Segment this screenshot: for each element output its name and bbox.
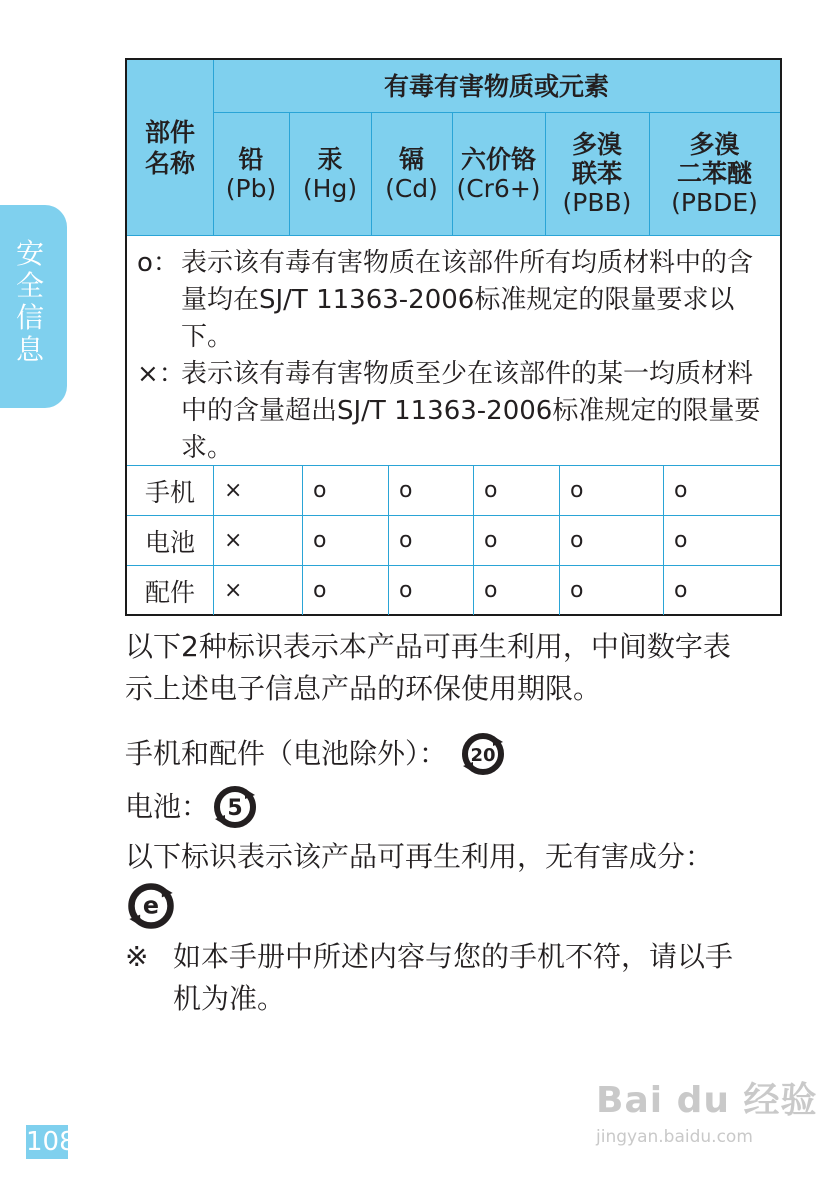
recycle-20-icon — [459, 730, 507, 778]
note-text: 表示该有毒有害物质在该部件所有均质材料中的含量均在SJ/T 11363-2006标准规定的限量要求以下。 — [181, 248, 754, 352]
section-side-tab-label: 安 全 信 息 — [15, 237, 44, 366]
table-cell: o — [313, 478, 327, 503]
e-recycle-letter: e — [142, 891, 160, 920]
table-cell: o — [313, 528, 327, 553]
table-cell: o — [484, 528, 498, 553]
table-cell: × — [224, 478, 243, 503]
column-header-pbb: 多溴 联苯 (PBB) — [562, 130, 632, 217]
body-divider — [302, 465, 303, 615]
page-number: 108 — [26, 1127, 76, 1157]
e-recycle-icon — [125, 880, 177, 932]
body-divider — [473, 465, 474, 615]
note-compliant — [137, 245, 777, 356]
row-label-phone: 手机 — [144, 477, 195, 507]
disclaimer: ※ 如本手册中所述内容与您的手机不符，请以手 机为准。 — [125, 936, 785, 1020]
note-exceeds — [137, 356, 777, 467]
table-cell: o — [570, 478, 584, 503]
body-divider — [663, 465, 664, 615]
header-bottom-line — [127, 235, 780, 236]
table-cell: × — [224, 578, 243, 603]
recycle-5-icon — [211, 783, 259, 831]
note-mark: ×： — [137, 359, 185, 389]
table-cell: o — [674, 528, 688, 553]
note-mark: o： — [137, 248, 179, 278]
table-cell: o — [484, 478, 498, 503]
body-divider — [388, 465, 389, 615]
table-cell: o — [399, 478, 413, 503]
table-cell: o — [313, 578, 327, 603]
column-header-hg: 汞 (Hg) — [302, 144, 358, 203]
table-cell: o — [399, 528, 413, 553]
row-label-battery: 电池 — [144, 527, 195, 557]
table-cell: o — [484, 578, 498, 603]
body-divider — [213, 465, 214, 615]
note-text: 表示该有毒有害物质至少在该部件的某一均质材料中的含量超出SJ/T 11363-2006标准规定的限量要求。 — [181, 359, 761, 463]
battery-epup-line: 电池： 5 — [125, 783, 259, 831]
hazardous-substance-table — [125, 58, 782, 616]
column-header-cd: 镉 (Cd) — [385, 144, 438, 203]
table-notes — [137, 245, 777, 467]
no-hazard-text: 以下标识表示该产品可再生利用，无有害成分： — [125, 840, 714, 873]
part-name-header: 部件 名称 — [144, 117, 195, 178]
table-cell: o — [674, 478, 688, 503]
table-cell: o — [399, 578, 413, 603]
body-divider — [559, 465, 560, 615]
table-cell: o — [570, 578, 584, 603]
phone-epup-line: 手机和配件（电池除外）： 20 — [125, 730, 507, 778]
substance-header: 有毒有害物质或元素 — [383, 71, 609, 101]
recycle-20-number: 20 — [470, 745, 496, 766]
column-header-pbde: 多溴 二苯醚 (PBDE) — [671, 130, 758, 217]
baidu-watermark: Bai du 经验 jingyan.baidu.com — [596, 1080, 818, 1147]
recycle-5-number: 5 — [227, 796, 243, 821]
reference-mark: ※ — [125, 940, 149, 973]
column-header-cr6: 六价铬 (Cr6+) — [456, 144, 541, 203]
recycle-intro: 以下2种标识表示本产品可再生利用，中间数字表 示上述电子信息产品的环保使用期限。 — [125, 630, 731, 705]
table-cell: o — [570, 528, 584, 553]
table-cell: × — [224, 528, 243, 553]
row-label-accessories: 配件 — [144, 577, 195, 607]
e-recycle-line — [125, 880, 177, 932]
column-header-pb: 铅 (Pb) — [225, 144, 277, 203]
table-cell: o — [674, 578, 688, 603]
